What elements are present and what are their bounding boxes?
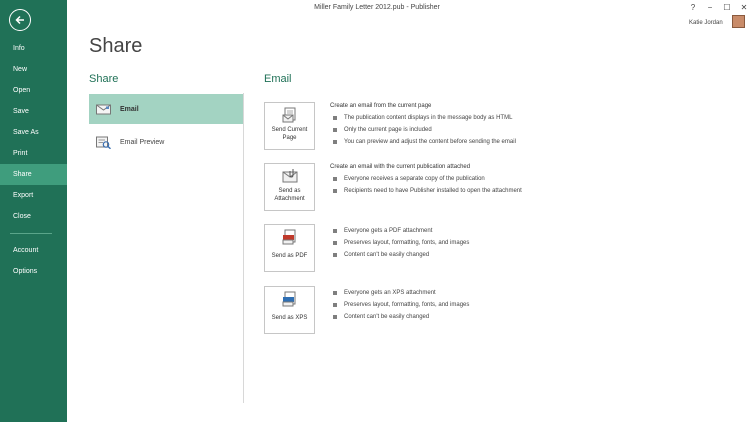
help-button[interactable]: ?: [690, 3, 696, 12]
send-as-pdf-label: Send as PDF: [271, 253, 308, 259]
nav-divider: [10, 233, 52, 234]
list-item: Preserves layout, formatting, fonts, and images: [330, 299, 740, 311]
list-item: Preserves layout, formatting, fonts, and images: [330, 237, 740, 249]
send-attachment-icon: [282, 168, 298, 184]
window-title: Miller Family Letter 2012.pub - Publisher: [314, 4, 440, 11]
send-as-attachment-label: Send as Attachment: [274, 188, 305, 202]
nav-item-account[interactable]: Account: [13, 247, 39, 254]
list-item: The publication content displays in the message body as HTML: [330, 112, 740, 124]
nav-item-info[interactable]: Info: [13, 45, 25, 52]
share-item-email-preview-label: Email Preview: [120, 138, 165, 146]
list-item: Recipients need to have Publisher installed to open the attachment: [330, 185, 740, 197]
avatar[interactable]: [732, 15, 745, 28]
list-item: Content can't be easily changed: [330, 311, 740, 323]
nav-item-new[interactable]: New: [13, 66, 28, 73]
page-title: Share: [89, 35, 143, 57]
share-heading: Share: [89, 73, 119, 85]
send-as-xps-button[interactable]: [264, 286, 315, 334]
nav-item-close[interactable]: Close: [13, 213, 31, 220]
send-as-xps-description: [330, 287, 740, 323]
list-item: Everyone gets a PDF attachment: [330, 225, 740, 237]
send-as-pdf-description: [330, 225, 740, 261]
back-button[interactable]: [9, 9, 31, 31]
nav-item-share[interactable]: Share: [0, 164, 67, 185]
nav-item-print[interactable]: Print: [13, 150, 28, 157]
nav-item-save-as[interactable]: Save As: [13, 129, 39, 136]
minimize-button[interactable]: −: [707, 3, 713, 12]
send-as-xps-label: Send as XPS: [271, 315, 308, 321]
share-item-email-label: Email: [120, 105, 139, 113]
send-current-page-description: Create an email from the current page The publication content displays in the message body as HTML Only the current page is included You can preview and adjust the content before sending the email: [330, 102, 740, 148]
send-as-attachment-button[interactable]: [264, 163, 315, 211]
close-window-button[interactable]: ✕: [740, 3, 748, 12]
backstage-nav: [0, 0, 67, 422]
nav-item-save[interactable]: Save: [13, 108, 29, 115]
panel-divider: [243, 93, 244, 403]
share-item-email-preview[interactable]: [89, 127, 243, 157]
nav-item-open[interactable]: Open: [13, 87, 31, 94]
send-current-page-label: Send Current Page: [271, 127, 308, 141]
xps-icon: [282, 291, 298, 307]
send-current-page-icon: [282, 107, 298, 123]
list-item: Everyone gets an XPS attachment: [330, 287, 740, 299]
pdf-icon: [282, 229, 298, 245]
maximize-button[interactable]: ☐: [723, 3, 731, 12]
list-item: You can preview and adjust the content before sending the email: [330, 136, 740, 148]
list-item: Only the current page is included: [330, 124, 740, 136]
email-heading: Email: [264, 73, 292, 85]
send-current-page-button[interactable]: [264, 102, 315, 150]
window-controls: [689, 3, 748, 12]
list-item: Content can't be easily changed: [330, 249, 740, 261]
email-preview-icon: [96, 136, 111, 149]
nav-item-export[interactable]: Export: [13, 192, 34, 199]
nav-item-options[interactable]: Options: [13, 268, 38, 275]
back-arrow-icon: [14, 14, 26, 26]
list-item: Everyone receives a separate copy of the publication: [330, 173, 740, 185]
send-as-attachment-description: Create an email with the current publication attached Everyone receives a separate copy of the publication Recipients need to have Publisher installed to open the attachment: [330, 163, 740, 197]
send-as-pdf-button[interactable]: [264, 224, 315, 272]
share-item-email[interactable]: [89, 94, 243, 124]
account-user-name[interactable]: Katie Jordan: [689, 20, 723, 26]
email-icon: [96, 103, 111, 116]
